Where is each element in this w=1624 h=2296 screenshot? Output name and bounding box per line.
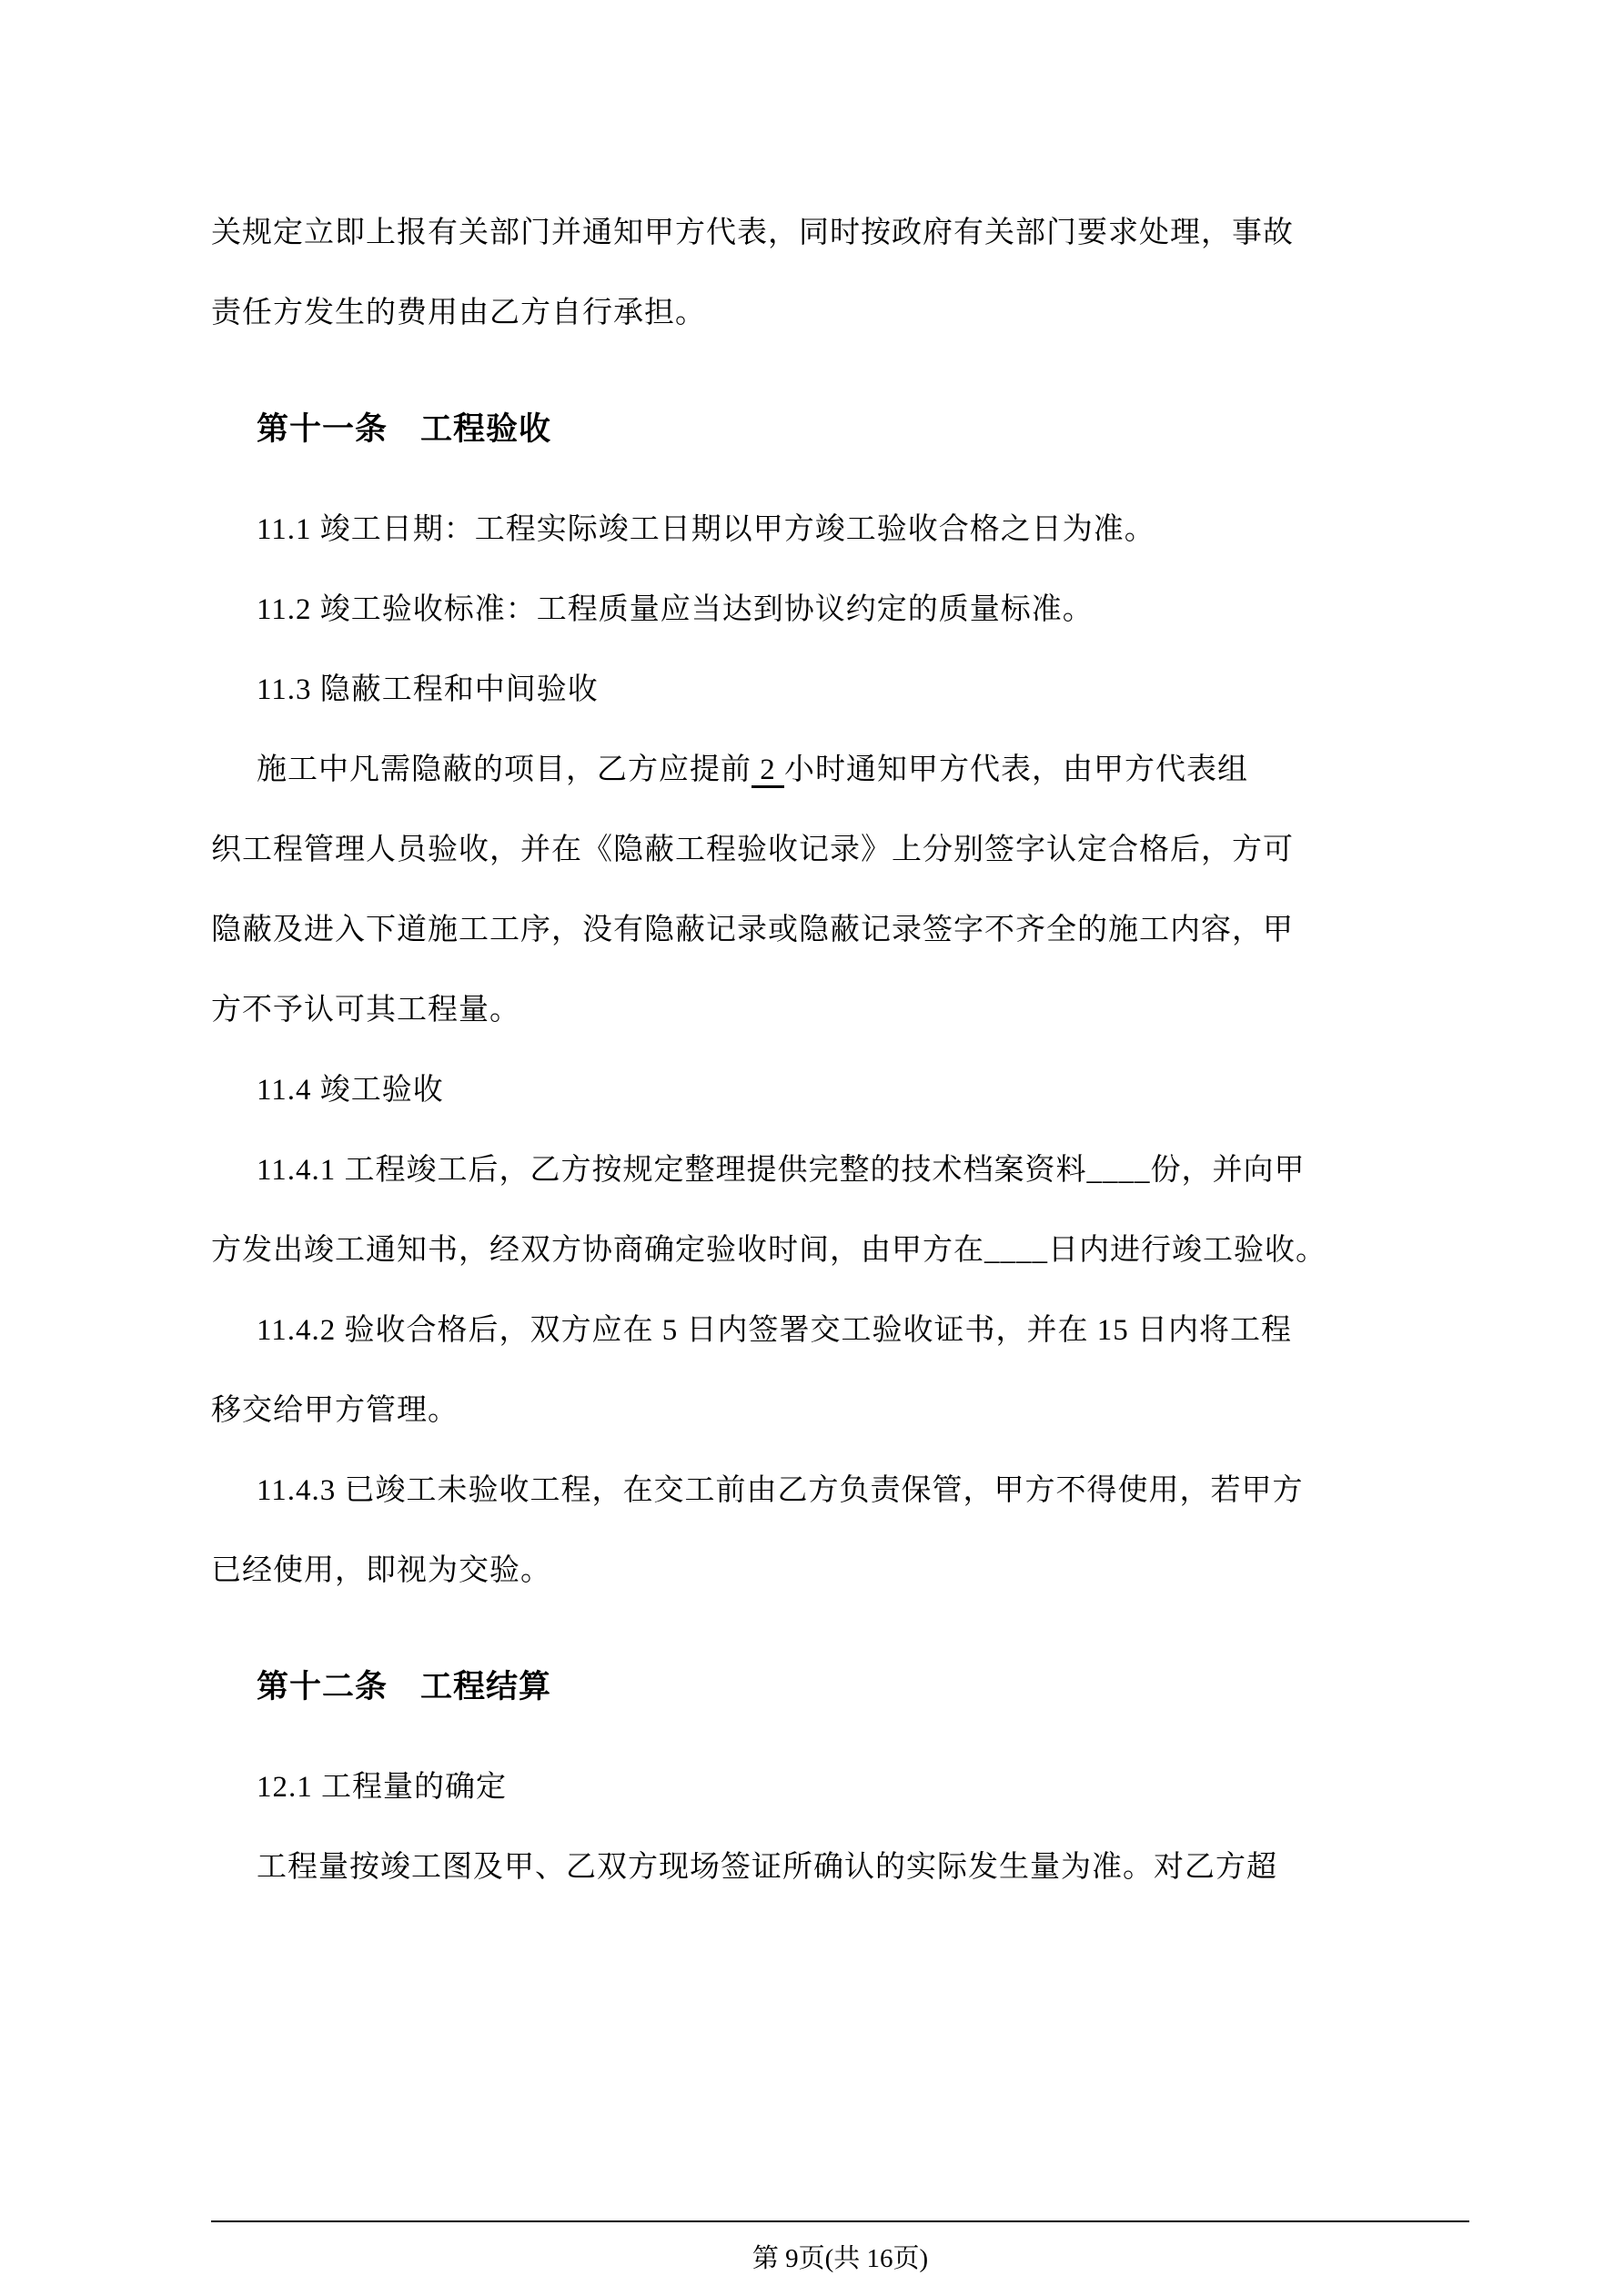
clause-11-1-line: 11.1 竣工日期：工程实际竣工日期以甲方竣工验收合格之日为准。 [257, 513, 1155, 546]
footer-divider [211, 2220, 1469, 2222]
paragraph-line: 工程量按竣工图及甲、乙双方现场签证所确认的实际发生量为准。对乙方超 [257, 1851, 1277, 1884]
paragraph-line: 隐蔽及进入下道施工工序，没有隐蔽记录或隐蔽记录签字不齐全的施工内容，甲 [211, 914, 1294, 946]
line-text: 小时通知甲方代表，由甲方代表组 [784, 754, 1248, 786]
clause-11-3-title-line: 11.3 隐蔽工程和中间验收 [257, 673, 599, 706]
clause-11-4-3-line: 11.4.3 已竣工未验收工程，在交工前由乙方负责保管，甲方不得使用，若甲方 [257, 1474, 1304, 1507]
clause-11-4-title-line: 11.4 竣工验收 [257, 1074, 444, 1107]
article-12-heading: 第十二条 工程结算 [257, 1669, 552, 1704]
paragraph-line: 关规定立即上报有关部门并通知甲方代表，同时按政府有关部门要求处理，事故 [211, 217, 1294, 249]
filled-blank-hours: 2 [751, 754, 784, 786]
clause-11-4-2-line: 移交给甲方管理。 [211, 1394, 459, 1427]
clause-11-4-3-line: 已经使用，即视为交验。 [211, 1554, 551, 1587]
clause-11-4-1-line: 方发出竣工通知书，经双方协商确定验收时间，由甲方在____日内进行竣工验收。 [211, 1234, 1326, 1267]
paragraph-line [211, 730, 1503, 810]
clause-11-2-line: 11.2 竣工验收标准：工程质量应当达到协议约定的质量标准。 [257, 593, 1094, 626]
clause-11-4-2-line: 11.4.2 验收合格后，双方应在 5 日内签署交工验收证书，并在 15 日内将工程 [257, 1314, 1293, 1347]
clause-11-4-1-line: 11.4.1 工程竣工后，乙方按规定整理提供完整的技术档案资料____份，并向甲 [257, 1154, 1306, 1187]
line-text: 施工中凡需隐蔽的项目，乙方应提前 [257, 754, 751, 786]
clause-12-1-title-line: 12.1 工程量的确定 [257, 1771, 507, 1804]
article-11-heading: 第十一条 工程验收 [257, 411, 552, 447]
page-number: 第 9页(共 16页) [751, 2244, 929, 2273]
paragraph-line: 方不予认可其工程量。 [211, 994, 520, 1027]
paragraph-line: 织工程管理人员验收，并在《隐蔽工程验收记录》上分别签字认定合格后，方可 [211, 834, 1294, 866]
paragraph-line: 责任方发生的费用由乙方自行承担。 [211, 297, 706, 329]
document-body [211, 193, 1503, 1907]
